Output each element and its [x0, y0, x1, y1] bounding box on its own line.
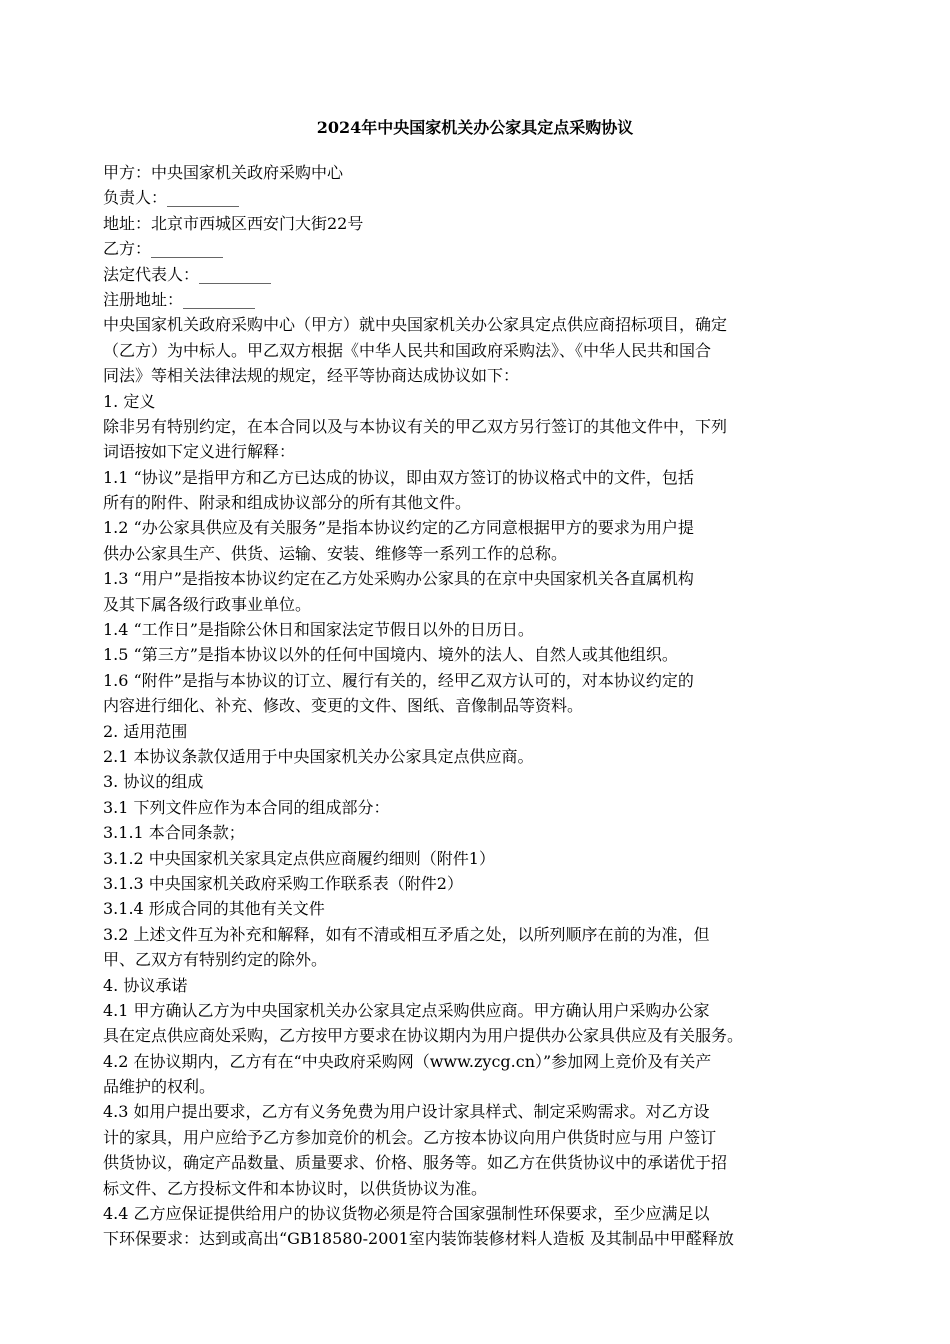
document-line: 1.2 “办公家具供应及有关服务”是指本协议约定的乙方同意根据甲方的要求为用户提 [103, 518, 694, 538]
document-line: 1.1 “协议”是指甲方和乙方已达成的协议，即由双方签订的协议格式中的文件，包括 [103, 467, 694, 487]
document-line: 1. 定义 [103, 391, 156, 411]
document-line: 内容进行细化、补充、修改、变更的文件、图纸、音像制品等资料。 [103, 696, 584, 716]
document-line: 3. 协议的组成 [103, 772, 204, 792]
document-body [103, 160, 863, 1252]
document-line: 3.1 下列文件应作为本合同的组成部分： [103, 797, 390, 817]
document-line: 计的家具，用户应给予乙方参加竞价的机会。乙方按本协议向用户供货时应与用 户签订 [103, 1127, 717, 1147]
document-line: 同法》等相关法律法规的规定，经平等协商达成协议如下： [103, 366, 520, 386]
document-line: 3.2 上述文件互为补充和解释，如有不清或相互矛盾之处，以所列顺序在前的为准，但 [103, 924, 710, 944]
document-line: 3.1.4 形成合同的其他有关文件 [103, 899, 325, 919]
document-line: 负责人：_________ [103, 188, 240, 208]
document-line: 3.1.2 中央国家机关家具定点供应商履约细则（附件1） [103, 848, 495, 868]
document-line: 1.5 “第三方”是指本协议以外的任何中国境内、境外的法人、自然人或其他组织。 [103, 645, 678, 665]
document-line: 甲方：中央国家机关政府采购中心 [103, 163, 344, 182]
document-line: 所有的附件、附录和组成协议部分的所有其他文件。 [103, 493, 472, 513]
document-line: 具在定点供应商处采购，乙方按甲方要求在协议期内为用户提供办公家具供应及有关服务。 [103, 1026, 744, 1046]
document-line: 及其下属各级行政事业单位。 [103, 594, 312, 614]
document-line: 3.1.3 中央国家机关政府采购工作联系表（附件2） [103, 873, 463, 893]
document-line: （乙方）为中标人。甲乙双方根据《中华人民共和国政府采购法》、《中华人民共和国合 [103, 340, 712, 360]
document-line: 2. 适用范围 [103, 721, 188, 741]
document-line: 词语按如下定义进行解释： [103, 442, 296, 462]
document-line: 4.3 如用户提出要求，乙方有义务免费为用户设计家具样式、制定采购需求。对乙方设 [103, 1102, 710, 1122]
document-line: 法定代表人：_________ [103, 264, 272, 284]
document-line: 供办公家具生产、供货、运输、安装、维修等一系列工作的总称。 [103, 543, 568, 563]
document-line: 地址：北京市西城区西安门大街22号 [103, 213, 364, 233]
document-line: 下环保要求：达到或高出“GB18580-2001室内装饰装修材料人造板 及其制品中甲醛释放 [103, 1229, 734, 1249]
document-title: 2024年中央国家机关办公家具定点采购协议 [316, 118, 634, 137]
document-line: 除非另有特别约定，在本合同以及与本协议有关的甲乙双方另行签订的其他文件中，下列 [103, 416, 728, 436]
document-line: 2.1 本协议条款仅适用于中央国家机关办公家具定点供应商。 [103, 746, 534, 766]
document-line: 4.1 甲方确认乙方为中央国家机关办公家具定点采购供应商。甲方确认用户采购办公家 [103, 1000, 710, 1020]
document-line: 品维护的权利。 [103, 1077, 216, 1097]
document-line: 标文件、乙方投标文件和本协议时，以供货协议为准。 [103, 1178, 488, 1198]
document-line: 3.1.1 本合同条款； [103, 823, 245, 843]
document-line: 1.4 “工作日”是指除公休日和国家法定节假日以外的日历日。 [103, 620, 534, 640]
document-line: 1.3 “用户”是指按本协议约定在乙方处采购办公家具的在京中央国家机关各直属机构 [103, 569, 694, 589]
document-line: 乙方：_________ [103, 239, 224, 259]
document-line: 中央国家机关政府采购中心（甲方）就中央国家机关办公家具定点供应商招标项目，确定 [103, 315, 728, 335]
document-line: 注册地址：_________ [103, 289, 256, 309]
document-line: 4.2 在协议期内，乙方有在“中央政府采购网（www.zycg.cn）”参加网上竞价及有关产 [103, 1051, 712, 1071]
document-line: 1.6 “附件”是指与本协议的订立、履行有关的，经甲乙双方认可的，对本协议约定的 [103, 670, 694, 690]
document-line: 供货协议，确定产品数量、质量要求、价格、服务等。如乙方在供货协议中的承诺优于招 [103, 1153, 728, 1173]
document-line: 甲、乙双方有特别约定的除外。 [103, 950, 328, 970]
document-line: 4. 协议承诺 [103, 975, 188, 995]
document-line: 4.4 乙方应保证提供给用户的协议货物必须是符合国家强制性环保要求，至少应满足以 [103, 1204, 710, 1224]
